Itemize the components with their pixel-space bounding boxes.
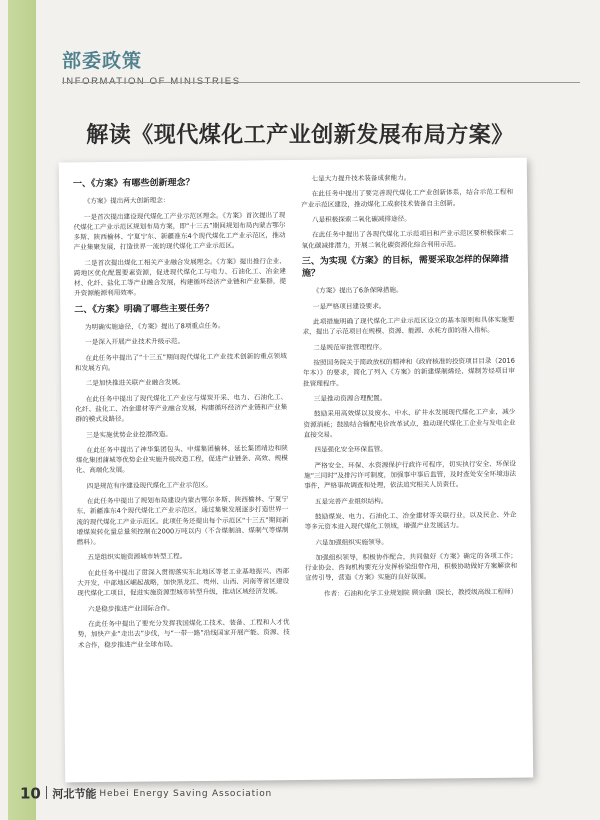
body-paragraph: 《方案》提出两大创新理念： bbox=[83, 196, 170, 206]
body-paragraph: 六是加强组织实施领导。 bbox=[315, 537, 388, 547]
article-column-right bbox=[301, 172, 517, 604]
body-paragraph: 四是强化安全环保监管。 bbox=[314, 445, 387, 455]
body-paragraph: 二是首次提出煤化工相关产业融合发展理念。《方案》提出推行企业、跨地区优化配置要素资源，促进现代煤化工与电力、石油化工、冶金建材、化纤、盐化工等产业融合发展，构建循环经济产业链和产业集群，提升资源能源利用效率。 bbox=[73, 256, 287, 298]
body-paragraph: 为明确实施途径，《方案》提出了8项重点任务。 bbox=[84, 321, 225, 332]
section-heading: 二、《方案》明确了哪些主要任务？ bbox=[74, 303, 214, 315]
magazine-name-cn: 河北节能 bbox=[52, 787, 97, 801]
body-paragraph: 七是大力提升技术装备成套能力。 bbox=[311, 173, 411, 183]
body-paragraph: 在此任务中提出了要完善现代煤化工产业创新体系，结合示范工程和产业示范区建设，推动煤化工成套技术装备自主创新。 bbox=[301, 188, 514, 209]
article-column-left bbox=[73, 174, 290, 655]
body-paragraph: 在此任务中提出了规划布局建设内蒙古鄂尔多斯、陕西榆林、宁夏宁东、新疆准东4个现代煤化工产业示范区，通过集聚发展逐步打造世界一流的现代煤化工产业示范区。此项任务还提出每个示范区“十三五”期间新增煤炭转化量总量须控制在2000万吨以内（不含煤制油、煤制气等煤制燃料）。 bbox=[76, 495, 289, 547]
body-paragraph: 在此任务中提出了贯深入贯彻落实东北地区等老工业基地振兴、西部大开发、中部地区崛起战略，加快黑龙江、贵州、山西、河南等省区建设现代煤化工项目，促进实施资源型城市转型升级，推动区域经济发展。 bbox=[77, 566, 290, 598]
author-byline: 作者：石油和化学工业规划院 顾宗勤（院长，教授级高级工程师） bbox=[323, 587, 518, 598]
body-paragraph: 《方案》提出了6条保障措施。 bbox=[312, 286, 403, 296]
body-paragraph: 二是加快推进关联产业融合发展。 bbox=[85, 378, 185, 388]
body-paragraph: 五是完善产业组织结构。 bbox=[314, 496, 388, 506]
page-number: 10 bbox=[20, 784, 41, 803]
body-paragraph: 三是推动资源合理配置。 bbox=[313, 394, 387, 403]
footer-separator bbox=[46, 786, 48, 799]
body-paragraph: 三是实施优势企业挖潜改造。 bbox=[86, 429, 172, 439]
page-footer bbox=[20, 783, 272, 803]
body-paragraph: 在此任务中提出了“十三五”期间现代煤化工产业技术创新的重点领域和发展方向。 bbox=[74, 351, 287, 373]
body-paragraph: 鼓励煤炭、电力、石油化工、冶金建材等关联行业，以及民企、外企等多元资本进入现代煤化工领域，增强产业发展活力。 bbox=[304, 510, 517, 532]
body-paragraph: 此项措施明确了现代煤化工产业示范区设立的基本原则和具体实施要求，提出了示范项目在规模、资源、能源、水耗方面的准入指标。 bbox=[302, 315, 515, 337]
header-divider bbox=[62, 82, 580, 83]
body-paragraph: 在此任务中提出了神华集团包头、中煤集团榆林、延长集团靖边和陕煤化集团蒲城等优势企业实施升级改造工程，促进产业链条、高效、规模化、高端化发展。 bbox=[75, 443, 288, 475]
body-paragraph: 一是深入开展产业技术升级示范。 bbox=[85, 337, 185, 347]
body-paragraph: 在此任务中提出了各现代煤化工示范项目和产业示范区要积极探索二氧化碳减排潜力，开展二氧化碳资源化综合利用示范。 bbox=[301, 229, 514, 250]
body-paragraph: 二是规范审批管理程序。 bbox=[313, 342, 386, 352]
body-paragraph: 五是组织实施资源城市转型工程。 bbox=[87, 552, 187, 562]
article-headline: 解读《现代煤化工产业创新发展布局方案》 bbox=[86, 123, 514, 148]
body-paragraph: 在此任务中提出了现代煤化工产业应与煤炭开采、电力、石油化工、化纤、盐化工、冶金建材等产业融合发展，构建循环经济产业链和产业集群的模式及路径。 bbox=[75, 392, 288, 424]
body-paragraph: 加强组织领导，积极协作配合，共同做好《方案》确定的各项工作；行业协会、咨询机构要充分发挥桥梁纽带作用，积极协助做好方案解读和宣传引导，营造《方案》实施的良好氛围。 bbox=[304, 551, 518, 583]
body-paragraph: 六是稳步推进产业国际合作。 bbox=[87, 603, 174, 613]
body-paragraph: 一是首次提出建设现代煤化工产业示范区理念。《方案》首次提出了现代煤化工产业示范区规划布局方案，即“十三五”期间规划布局内蒙古鄂尔多斯、陕西榆林、宁夏宁东、新疆准东4个现代煤化工产业示范区，推动产业集聚发展，打造世界一流的现代煤化工产业示范区。 bbox=[73, 210, 286, 252]
body-paragraph: 一是严格项目建设要求。 bbox=[312, 301, 386, 311]
body-paragraph: 在此任务中提出了要充分发挥我国煤化工技术、装备、工程和人才优势，加快产业“走出去”步伐，与“一带一路”沿线国家开展产能、资源、技术合作，稳步推进产业全球布局。 bbox=[77, 618, 290, 649]
body-paragraph: 四是规范有序建设现代煤化工产业示范区。 bbox=[86, 480, 213, 490]
body-paragraph: 鼓励采用高效煤以及废水、中水、矿井水发展现代煤化工产业，减少资源消耗；鼓励结合输配电价改革试点，推动现代煤化工企业与发电企业直接交易。 bbox=[303, 408, 516, 439]
section-heading: 一、《方案》有哪些创新理念？ bbox=[72, 178, 195, 190]
section-header bbox=[62, 46, 241, 87]
body-paragraph: 八是积极探索二氧化碳减排途径。 bbox=[311, 214, 411, 224]
section-title-cn: 部委政策 bbox=[62, 50, 143, 72]
body-paragraph: 严格安全、环保、水资源保护行政许可程序，切实执行安全、环保设施“三同时”及排污许可制度，加强事中事后监管，及时查处安全环境违法事件，严格事故调查和处理，依法追究相关人员责任。 bbox=[304, 459, 517, 491]
article-paper bbox=[59, 158, 533, 783]
section-heading: 三、为实现《方案》的目标，需要采取怎样的保障措施？ bbox=[301, 254, 509, 280]
magazine-name-en: Hebei Energy Saving Association bbox=[99, 788, 273, 799]
body-paragraph: 按照国务院关于简政放权的精神和《政府核准的投资项目目录（2016年本）》的要求，简化了列入《方案》的新建煤制烯烃、煤制芳烃项目审批管理程序。 bbox=[302, 356, 516, 388]
